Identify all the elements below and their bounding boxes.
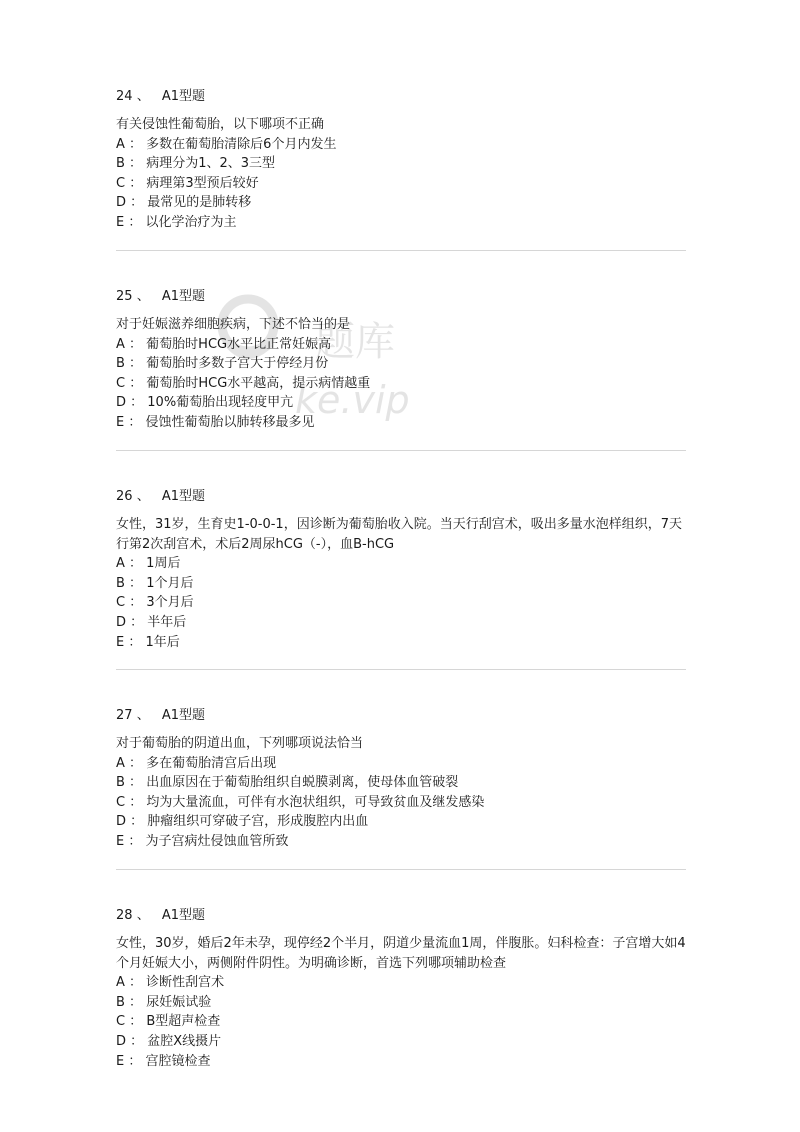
option-letter: D: [116, 395, 127, 411]
question-header: [116, 287, 686, 307]
option-letter: E: [116, 414, 125, 430]
question-number: 26: [116, 489, 133, 504]
watermark-text-1: 题库: [315, 319, 395, 365]
option-a: A ： 诊断性刮宫术: [116, 975, 225, 991]
option-e: E ： 为子宫病灶侵蚀血管所致: [116, 833, 289, 849]
option-text: 出血原因在于葡萄胎组织自蜕膜剥离，使母体血管破裂: [146, 775, 459, 791]
option-letter: E: [116, 214, 125, 230]
option-text: 1个月后: [146, 575, 194, 591]
option-text: 均为大量流血，可伴有水泡状组织，可导致贫血及继发感染: [146, 794, 485, 810]
option-text: 葡萄胎时HCG水平比正常妊娠高: [146, 336, 332, 352]
option-letter: B: [116, 575, 125, 591]
option-letter: B: [116, 156, 125, 172]
option-text: 多在葡萄胎清宫后出现: [146, 755, 277, 771]
option-d: D ： 盆腔X线摄片: [116, 1033, 222, 1049]
option-text: 肿瘤组织可穿破子宫，形成腹腔内出血: [147, 814, 369, 830]
option-letter: C: [116, 794, 126, 810]
option-letter: B: [116, 356, 125, 372]
question-number: 27: [116, 708, 133, 723]
question-stem: 女性，30岁，婚后2年未孕，现停经2个半月，阴道少量流血1周，伴腹胀。妇科检查：子宫增大如4个月妊娠大小，两侧附件阴性。为明确诊断，首选下列哪项辅助检查: [116, 936, 686, 971]
option-letter: E: [116, 833, 125, 849]
option-e: E ： 以化学治疗为主: [116, 214, 237, 230]
option-c: C ： B型超声检查: [116, 1014, 221, 1030]
question-header: [116, 87, 686, 107]
option-d: D ： 肿瘤组织可穿破子宫，形成腹腔内出血: [116, 814, 369, 830]
option-b: B ： 葡萄胎时多数子宫大于停经月份: [116, 356, 329, 372]
option-text: 以化学治疗为主: [145, 214, 237, 230]
question-sep: 、: [136, 89, 150, 104]
option-e: E ： 侵蚀性葡萄胎以肺转移最多见: [116, 414, 315, 430]
question-27: [116, 706, 686, 852]
question-sep: 、: [136, 489, 150, 504]
option-letter: C: [116, 175, 126, 191]
option-c: C ： 均为大量流血，可伴有水泡状组织，可导致贫血及继发感染: [116, 794, 485, 810]
option-c: C ： 病理第3型预后较好: [116, 175, 259, 191]
question-26: [116, 487, 686, 652]
option-c: C ： 葡萄胎时HCG水平越高，提示病情越重: [116, 375, 371, 391]
option-letter: D: [116, 195, 127, 211]
question-number: 24: [116, 89, 133, 104]
question-25: [116, 287, 686, 433]
option-text: 半年后: [147, 614, 187, 630]
option-letter: B: [116, 775, 125, 791]
option-letter: A: [116, 556, 125, 572]
option-b: B ： 病理分为1、2、3三型: [116, 156, 276, 172]
question-type: A1型题: [161, 708, 206, 723]
question-24: [116, 87, 686, 233]
option-d: D ： 半年后: [116, 614, 187, 630]
option-letter: A: [116, 975, 125, 991]
option-letter: D: [116, 614, 127, 630]
option-letter: C: [116, 1014, 126, 1030]
option-b: B ： 出血原因在于葡萄胎组织自蜕膜剥离，使母体血管破裂: [116, 775, 459, 791]
option-letter: E: [116, 1053, 125, 1069]
question-stem: 有关侵蚀性葡萄胎，以下哪项不正确: [116, 117, 325, 132]
option-a: A ： 多数在葡萄胎清除后6个月内发生: [116, 136, 337, 152]
option-b: B ： 尿妊娠试验: [116, 994, 212, 1010]
option-letter: A: [116, 136, 125, 152]
option-b: B ： 1个月后: [116, 575, 194, 591]
question-type: A1型题: [161, 489, 206, 504]
question-header: [116, 906, 686, 926]
option-a: A ： 1周后: [116, 556, 181, 572]
question-type: A1型题: [161, 289, 206, 304]
option-text: 1年后: [145, 634, 180, 650]
divider: [116, 869, 686, 870]
watermark-text-2: ke.vip: [295, 378, 410, 422]
option-text: 病理第3型预后较好: [146, 175, 259, 191]
option-text: 诊断性刮宫术: [146, 975, 225, 991]
option-letter: A: [116, 755, 125, 771]
option-letter: D: [116, 1033, 127, 1049]
divider: [116, 450, 686, 451]
question-sep: 、: [136, 708, 150, 723]
option-a: A ： 多在葡萄胎清宫后出现: [116, 755, 277, 771]
option-d: D ： 最常见的是肺转移: [116, 195, 252, 211]
option-c: C ： 3个月后: [116, 595, 194, 611]
option-letter: B: [116, 994, 125, 1010]
option-text: 宫腔镜检查: [145, 1053, 211, 1069]
option-letter: C: [116, 375, 126, 391]
option-text: 为子宫病灶侵蚀血管所致: [145, 833, 289, 849]
option-text: 葡萄胎时多数子宫大于停经月份: [146, 356, 329, 372]
question-sep: 、: [136, 289, 150, 304]
option-a: A ： 葡萄胎时HCG水平比正常妊娠高: [116, 336, 332, 352]
divider: [116, 669, 686, 670]
option-letter: C: [116, 595, 126, 611]
option-letter: E: [116, 634, 125, 650]
question-header: [116, 706, 686, 726]
option-text: 病理分为1、2、3三型: [146, 156, 276, 172]
question-stem: 对于妊娠滋养细胞疾病，下述不恰当的是: [116, 317, 351, 332]
question-28: [116, 906, 686, 1071]
option-text: B型超声检查: [146, 1014, 221, 1030]
option-text: 10%葡萄胎出现轻度甲亢: [147, 395, 294, 411]
question-number: 25: [116, 289, 133, 304]
option-text: 多数在葡萄胎清除后6个月内发生: [146, 136, 337, 152]
option-text: 最常见的是肺转移: [147, 195, 252, 211]
question-stem: 对于葡萄胎的阴道出血，下列哪项说法恰当: [116, 736, 364, 751]
question-stem: 女性，31岁，生育史1-0-0-1，因诊断为葡萄胎收入院。当天行刮宫术，吸出多量水泡样组织，7天行第2次刮宫术，术后2周尿hCG（-），血B-hCG: [116, 517, 682, 552]
question-header: [116, 487, 686, 507]
option-text: 尿妊娠试验: [146, 994, 212, 1010]
option-text: 盆腔X线摄片: [147, 1033, 222, 1049]
option-text: 3个月后: [146, 595, 194, 611]
option-text: 葡萄胎时HCG水平越高，提示病情越重: [146, 375, 371, 391]
option-text: 1周后: [146, 556, 181, 572]
option-letter: D: [116, 814, 127, 830]
question-sep: 、: [136, 908, 150, 923]
question-number: 28: [116, 908, 133, 923]
option-e: E ： 宫腔镜检查: [116, 1053, 211, 1069]
option-d: D ： 10%葡萄胎出现轻度甲亢: [116, 395, 294, 411]
option-e: E ： 1年后: [116, 634, 180, 650]
question-type: A1型题: [161, 908, 206, 923]
option-text: 侵蚀性葡萄胎以肺转移最多见: [145, 414, 315, 430]
divider: [116, 250, 686, 251]
option-letter: A: [116, 336, 125, 352]
question-type: A1型题: [161, 89, 206, 104]
